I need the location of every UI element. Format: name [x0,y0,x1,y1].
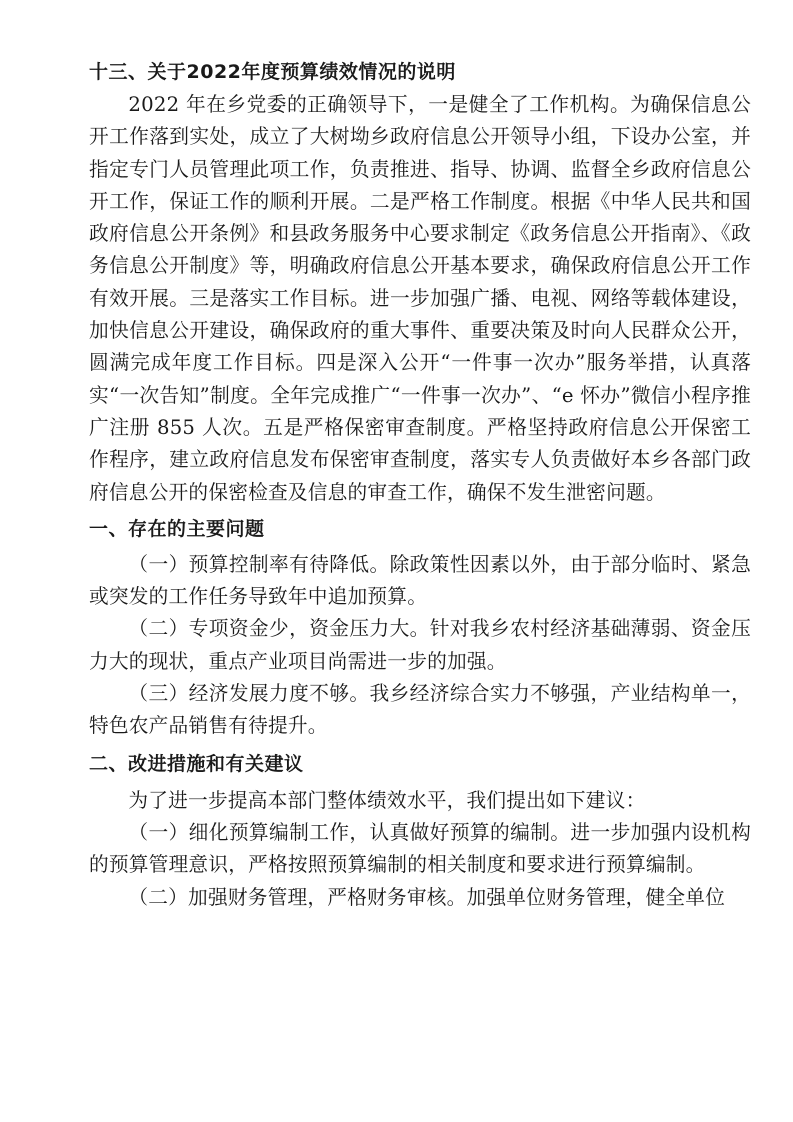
problem-item-2: （二）专项资金少，资金压力大。针对我乡农村经济基础薄弱、资金压力大的现状，重点产业项目尚需进一步的加强。 [89,617,751,673]
section-heading-measures: 二、改进措施和有关建议 [89,752,304,775]
document-title: 十三、关于2022年度预算绩效情况的说明 [89,61,456,83]
problem-item-3: （三）经济发展力度不够。我乡经济综合实力不够强，产业结构单一，特色农产品销售有待提升。 [89,682,751,738]
measure-item-2: （二）加强财务管理，严格财务审核。加强单位财务管理，健全单位 [128,885,726,909]
measure-item-1: （一）细化预算编制工作，认真做好预算的编制。进一步加强内设机构的预算管理意识，严格按照预算编制的相关制度和要求进行预算编制。 [89,820,751,877]
measures-lead: 为了进一步提高本部门整体绩效水平，我们提出如下建议： [128,788,646,812]
problem-item-1: （一）预算控制率有待降低。除政策性因素以外，由于部分临时、紧急或突发的工作任务导致年中追加预算。 [89,552,751,609]
section-heading-problems: 一、存在的主要问题 [89,517,265,540]
intro-paragraph: 2022 年在乡党委的正确领导下，一是健全了工作机构。为确保信息公开工作落到实处，成立了大树坳乡政府信息公开领导小组，下设办公室，并指定专门人员管理此项工作，负责推进、指导、协调、监督全乡政府信息公开工作，保证工作的顺利开展。二是严格工作制度。根据《中华人民共和国政府信息公开条例》和县政务服务中心要求制定《政务信息公开指南》、《政务信息公开制度》等，明确政府信息公开基本要求，确保政府信息公开工作有效开展。三是落实工作目标。进一步加强广播、电视、网络等载体建设，加快信息公开建设，确保政府的重大事件、重要决策及时向人民群众公开，圆满完成年度工作目标。四是深入公开“一件事一次办”服务举措，认真落实“一次告知”制度。全年完成推广“一件事一次办”、“e 怀办”微信小程序推广注册 855 人次。五是严格保密审查制度。严格坚持政府信息公开保密工作程序，建立政府信息发布保密审查制度，落实专人负责做好本乡各部门政府信息公开的保密检查及信息的审查工作，确保不发生泄密问题。 [89,93,751,504]
document-page [89,56,751,914]
